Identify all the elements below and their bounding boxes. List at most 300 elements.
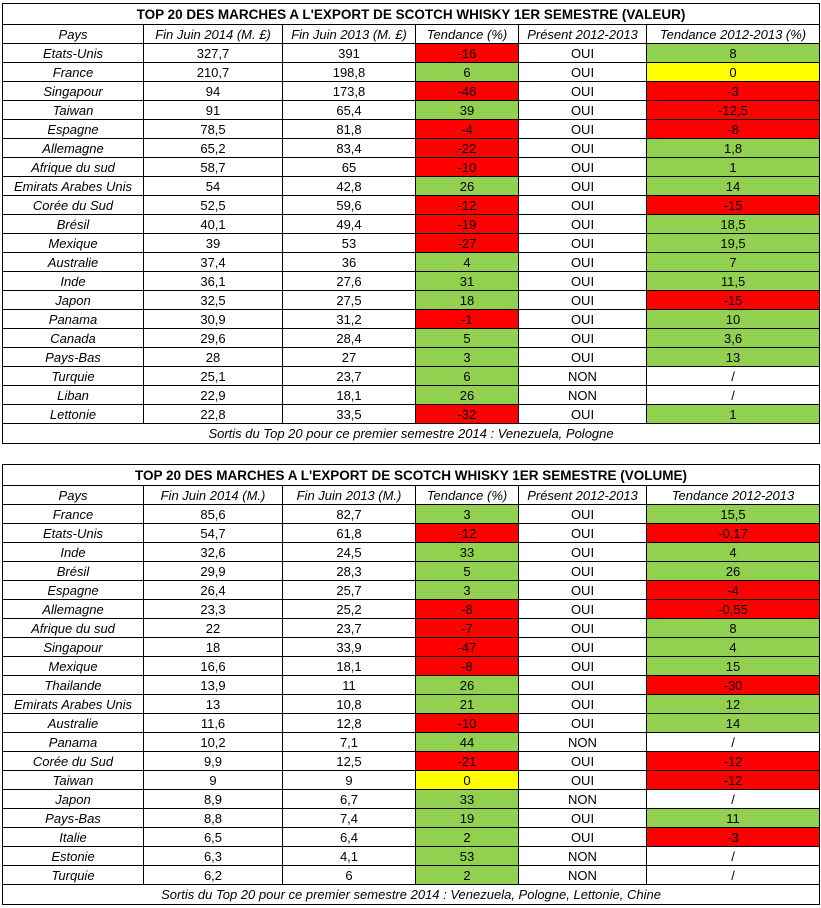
fin-2014-cell: 32,6 <box>144 543 283 562</box>
tendance-cell: -22 <box>416 139 519 158</box>
value-table-body <box>3 4 820 444</box>
present-cell: OUI <box>519 543 647 562</box>
country-cell: Brésil <box>3 215 144 234</box>
country-cell: Corée du Sud <box>3 752 144 771</box>
column-header: Fin Juin 2014 (M.) <box>144 486 283 505</box>
country-cell: Panama <box>3 733 144 752</box>
fin-2014-cell: 16,6 <box>144 657 283 676</box>
fin-2013-cell: 83,4 <box>283 139 416 158</box>
fin-2014-cell: 29,9 <box>144 562 283 581</box>
column-header: Présent 2012-2013 <box>519 486 647 505</box>
tendance-cell: 3 <box>416 581 519 600</box>
tendance-2012-2013-cell: 26 <box>647 562 820 581</box>
fin-2014-cell: 52,5 <box>144 196 283 215</box>
tendance-2012-2013-cell: / <box>647 367 820 386</box>
table-row <box>3 139 820 158</box>
tendance-cell: -7 <box>416 619 519 638</box>
tendance-2012-2013-cell: -12 <box>647 752 820 771</box>
tendance-2012-2013-cell: 4 <box>647 638 820 657</box>
tendance-cell: 5 <box>416 562 519 581</box>
tendance-2012-2013-cell: / <box>647 733 820 752</box>
column-header: Pays <box>3 486 144 505</box>
country-cell: France <box>3 63 144 82</box>
table-footer-row <box>3 424 820 444</box>
country-cell: Espagne <box>3 120 144 139</box>
table-row <box>3 177 820 196</box>
column-header: Tendance 2012-2013 <box>647 486 820 505</box>
fin-2013-cell: 12,8 <box>283 714 416 733</box>
fin-2013-cell: 23,7 <box>283 367 416 386</box>
present-cell: OUI <box>519 158 647 177</box>
tendance-2012-2013-cell: 19,5 <box>647 234 820 253</box>
fin-2013-cell: 18,1 <box>283 657 416 676</box>
fin-2014-cell: 30,9 <box>144 310 283 329</box>
present-cell: OUI <box>519 809 647 828</box>
fin-2014-cell: 9 <box>144 771 283 790</box>
table-row <box>3 101 820 120</box>
tendance-cell: -4 <box>416 120 519 139</box>
fin-2014-cell: 8,8 <box>144 809 283 828</box>
fin-2013-cell: 28,3 <box>283 562 416 581</box>
tendance-2012-2013-cell: 1 <box>647 405 820 424</box>
present-cell: OUI <box>519 771 647 790</box>
tendance-cell: 19 <box>416 809 519 828</box>
table-row <box>3 524 820 543</box>
fin-2013-cell: 11 <box>283 676 416 695</box>
present-cell: OUI <box>519 405 647 424</box>
fin-2013-cell: 198,8 <box>283 63 416 82</box>
present-cell: OUI <box>519 215 647 234</box>
tendance-2012-2013-cell: -30 <box>647 676 820 695</box>
column-header: Fin Juin 2013 (M. £) <box>283 25 416 44</box>
present-cell: OUI <box>519 828 647 847</box>
fin-2014-cell: 40,1 <box>144 215 283 234</box>
fin-2014-cell: 8,9 <box>144 790 283 809</box>
fin-2013-cell: 7,1 <box>283 733 416 752</box>
country-cell: Afrique du sud <box>3 158 144 177</box>
country-cell: Taiwan <box>3 101 144 120</box>
fin-2014-cell: 32,5 <box>144 291 283 310</box>
table-title: TOP 20 DES MARCHES A L'EXPORT DE SCOTCH WHISKY 1ER SEMESTRE (VALEUR) <box>3 4 820 25</box>
country-cell: Estonie <box>3 847 144 866</box>
table-row <box>3 82 820 101</box>
tendance-2012-2013-cell: 18,5 <box>647 215 820 234</box>
fin-2013-cell: 7,4 <box>283 809 416 828</box>
column-header: Tendance (%) <box>416 25 519 44</box>
present-cell: OUI <box>519 291 647 310</box>
tendance-cell: 21 <box>416 695 519 714</box>
column-header: Fin Juin 2014 (M. £) <box>144 25 283 44</box>
tendance-cell: 53 <box>416 847 519 866</box>
table-title: TOP 20 DES MARCHES A L'EXPORT DE SCOTCH WHISKY 1ER SEMESTRE (VOLUME) <box>3 465 820 486</box>
fin-2014-cell: 78,5 <box>144 120 283 139</box>
present-cell: OUI <box>519 310 647 329</box>
present-cell: OUI <box>519 101 647 120</box>
tendance-cell: 3 <box>416 348 519 367</box>
tendance-cell: 18 <box>416 291 519 310</box>
tendance-2012-2013-cell: 0 <box>647 63 820 82</box>
tendance-cell: -16 <box>416 44 519 63</box>
fin-2013-cell: 49,4 <box>283 215 416 234</box>
tendance-2012-2013-cell: 15,5 <box>647 505 820 524</box>
present-cell: OUI <box>519 120 647 139</box>
tendance-cell: -19 <box>416 215 519 234</box>
tendance-2012-2013-cell: 11,5 <box>647 272 820 291</box>
tendance-2012-2013-cell: 1 <box>647 158 820 177</box>
fin-2013-cell: 27 <box>283 348 416 367</box>
table-row <box>3 752 820 771</box>
fin-2014-cell: 6,2 <box>144 866 283 885</box>
fin-2013-cell: 12,5 <box>283 752 416 771</box>
country-cell: Brésil <box>3 562 144 581</box>
country-cell: Italie <box>3 828 144 847</box>
table-row <box>3 196 820 215</box>
fin-2013-cell: 24,5 <box>283 543 416 562</box>
fin-2014-cell: 9,9 <box>144 752 283 771</box>
table-row <box>3 348 820 367</box>
tendance-cell: 6 <box>416 63 519 82</box>
table-row <box>3 329 820 348</box>
country-cell: Turquie <box>3 367 144 386</box>
tendance-cell: 26 <box>416 386 519 405</box>
tendance-2012-2013-cell: 15 <box>647 657 820 676</box>
fin-2014-cell: 54,7 <box>144 524 283 543</box>
country-cell: France <box>3 505 144 524</box>
table-header-row <box>3 25 820 44</box>
present-cell: OUI <box>519 82 647 101</box>
tendance-2012-2013-cell: 4 <box>647 543 820 562</box>
country-cell: Pays-Bas <box>3 348 144 367</box>
present-cell: OUI <box>519 695 647 714</box>
fin-2013-cell: 10,8 <box>283 695 416 714</box>
fin-2013-cell: 23,7 <box>283 619 416 638</box>
present-cell: NON <box>519 367 647 386</box>
fin-2013-cell: 36 <box>283 253 416 272</box>
table-header-row <box>3 486 820 505</box>
volume-table-body <box>3 465 820 905</box>
present-cell: OUI <box>519 272 647 291</box>
tendance-cell: 6 <box>416 367 519 386</box>
table-row <box>3 657 820 676</box>
present-cell: OUI <box>519 638 647 657</box>
table-row <box>3 866 820 885</box>
fin-2013-cell: 65 <box>283 158 416 177</box>
country-cell: Inde <box>3 272 144 291</box>
present-cell: OUI <box>519 676 647 695</box>
tendance-2012-2013-cell: -12 <box>647 771 820 790</box>
table-row <box>3 638 820 657</box>
fin-2013-cell: 82,7 <box>283 505 416 524</box>
country-cell: Panama <box>3 310 144 329</box>
column-header: Présent 2012-2013 <box>519 25 647 44</box>
tendance-cell: -10 <box>416 714 519 733</box>
tendance-cell: -12 <box>416 524 519 543</box>
tendance-2012-2013-cell: -15 <box>647 196 820 215</box>
fin-2014-cell: 22,8 <box>144 405 283 424</box>
tendance-2012-2013-cell: -0,17 <box>647 524 820 543</box>
fin-2014-cell: 29,6 <box>144 329 283 348</box>
country-cell: Allemagne <box>3 600 144 619</box>
country-cell: Lettonie <box>3 405 144 424</box>
fin-2014-cell: 327,7 <box>144 44 283 63</box>
tendance-cell: -46 <box>416 82 519 101</box>
present-cell: NON <box>519 733 647 752</box>
country-cell: Liban <box>3 386 144 405</box>
table-row <box>3 367 820 386</box>
country-cell: Singapour <box>3 82 144 101</box>
country-cell: Singapour <box>3 638 144 657</box>
tendance-cell: -21 <box>416 752 519 771</box>
country-cell: Japon <box>3 291 144 310</box>
fin-2013-cell: 53 <box>283 234 416 253</box>
tendance-2012-2013-cell: -12,5 <box>647 101 820 120</box>
country-cell: Etats-Unis <box>3 44 144 63</box>
fin-2014-cell: 11,6 <box>144 714 283 733</box>
fin-2014-cell: 28 <box>144 348 283 367</box>
tendance-2012-2013-cell: 3,6 <box>647 329 820 348</box>
table-row <box>3 676 820 695</box>
present-cell: OUI <box>519 524 647 543</box>
fin-2013-cell: 6,7 <box>283 790 416 809</box>
country-cell: Emirats Arabes Unis <box>3 177 144 196</box>
fin-2013-cell: 6 <box>283 866 416 885</box>
fin-2013-cell: 59,6 <box>283 196 416 215</box>
present-cell: NON <box>519 847 647 866</box>
table-footer-row <box>3 885 820 905</box>
fin-2014-cell: 18 <box>144 638 283 657</box>
table-row <box>3 695 820 714</box>
table-row <box>3 386 820 405</box>
tendance-cell: -32 <box>416 405 519 424</box>
fin-2013-cell: 28,4 <box>283 329 416 348</box>
country-cell: Espagne <box>3 581 144 600</box>
tendance-cell: 5 <box>416 329 519 348</box>
tendance-cell: 39 <box>416 101 519 120</box>
fin-2014-cell: 25,1 <box>144 367 283 386</box>
table-row <box>3 405 820 424</box>
table-row <box>3 828 820 847</box>
country-cell: Allemagne <box>3 139 144 158</box>
fin-2013-cell: 18,1 <box>283 386 416 405</box>
tendance-cell: -47 <box>416 638 519 657</box>
tendance-2012-2013-cell: 12 <box>647 695 820 714</box>
tendance-cell: 0 <box>416 771 519 790</box>
tendance-cell: 3 <box>416 505 519 524</box>
table-title-row <box>3 465 820 486</box>
fin-2014-cell: 36,1 <box>144 272 283 291</box>
tendance-2012-2013-cell: 14 <box>647 714 820 733</box>
present-cell: NON <box>519 866 647 885</box>
country-cell: Afrique du sud <box>3 619 144 638</box>
tendance-2012-2013-cell: 8 <box>647 619 820 638</box>
fin-2014-cell: 22,9 <box>144 386 283 405</box>
table-row <box>3 600 820 619</box>
tendance-cell: -27 <box>416 234 519 253</box>
tendance-2012-2013-cell: -3 <box>647 82 820 101</box>
tendance-2012-2013-cell: -8 <box>647 120 820 139</box>
tendance-cell: 33 <box>416 543 519 562</box>
fin-2014-cell: 6,5 <box>144 828 283 847</box>
fin-2014-cell: 26,4 <box>144 581 283 600</box>
fin-2014-cell: 10,2 <box>144 733 283 752</box>
table-row <box>3 562 820 581</box>
tendance-2012-2013-cell: / <box>647 866 820 885</box>
country-cell: Australie <box>3 714 144 733</box>
tendance-2012-2013-cell: 1,8 <box>647 139 820 158</box>
present-cell: OUI <box>519 177 647 196</box>
table-row <box>3 847 820 866</box>
tendance-2012-2013-cell: / <box>647 386 820 405</box>
tendance-cell: -8 <box>416 600 519 619</box>
tendance-2012-2013-cell: -15 <box>647 291 820 310</box>
fin-2013-cell: 42,8 <box>283 177 416 196</box>
present-cell: OUI <box>519 752 647 771</box>
fin-2014-cell: 91 <box>144 101 283 120</box>
country-cell: Canada <box>3 329 144 348</box>
table-row <box>3 253 820 272</box>
country-cell: Taiwan <box>3 771 144 790</box>
fin-2014-cell: 94 <box>144 82 283 101</box>
present-cell: OUI <box>519 234 647 253</box>
tendance-2012-2013-cell: / <box>647 847 820 866</box>
table-row <box>3 215 820 234</box>
column-header: Tendance (%) <box>416 486 519 505</box>
table-row <box>3 581 820 600</box>
fin-2014-cell: 22 <box>144 619 283 638</box>
tendance-2012-2013-cell: -3 <box>647 828 820 847</box>
fin-2013-cell: 27,5 <box>283 291 416 310</box>
column-header: Pays <box>3 25 144 44</box>
table-row <box>3 291 820 310</box>
table-row <box>3 272 820 291</box>
country-cell: Mexique <box>3 234 144 253</box>
fin-2014-cell: 58,7 <box>144 158 283 177</box>
present-cell: OUI <box>519 581 647 600</box>
present-cell: OUI <box>519 505 647 524</box>
tendance-2012-2013-cell: 10 <box>647 310 820 329</box>
table-row <box>3 63 820 82</box>
table-row <box>3 120 820 139</box>
fin-2014-cell: 13 <box>144 695 283 714</box>
country-cell: Thailande <box>3 676 144 695</box>
table-row <box>3 733 820 752</box>
table-title-row <box>3 4 820 25</box>
present-cell: NON <box>519 386 647 405</box>
table-row <box>3 505 820 524</box>
fin-2013-cell: 4,1 <box>283 847 416 866</box>
present-cell: OUI <box>519 139 647 158</box>
fin-2013-cell: 9 <box>283 771 416 790</box>
table-row <box>3 809 820 828</box>
present-cell: OUI <box>519 44 647 63</box>
tendance-cell: -10 <box>416 158 519 177</box>
fin-2014-cell: 6,3 <box>144 847 283 866</box>
tendance-cell: -1 <box>416 310 519 329</box>
tendance-cell: -8 <box>416 657 519 676</box>
fin-2013-cell: 31,2 <box>283 310 416 329</box>
tendance-cell: 26 <box>416 177 519 196</box>
fin-2013-cell: 33,9 <box>283 638 416 657</box>
fin-2013-cell: 81,8 <box>283 120 416 139</box>
country-cell: Mexique <box>3 657 144 676</box>
table-footer-note: Sortis du Top 20 pour ce premier semestre 2014 : Venezuela, Pologne, Lettonie, Chine <box>3 885 820 905</box>
tendance-cell: 2 <box>416 828 519 847</box>
tendance-2012-2013-cell: / <box>647 790 820 809</box>
fin-2014-cell: 54 <box>144 177 283 196</box>
present-cell: OUI <box>519 562 647 581</box>
table-row <box>3 771 820 790</box>
tendance-cell: -12 <box>416 196 519 215</box>
present-cell: NON <box>519 790 647 809</box>
tendance-cell: 31 <box>416 272 519 291</box>
tendance-cell: 33 <box>416 790 519 809</box>
tendance-cell: 44 <box>416 733 519 752</box>
present-cell: OUI <box>519 600 647 619</box>
country-cell: Japon <box>3 790 144 809</box>
tendance-2012-2013-cell: 11 <box>647 809 820 828</box>
tendance-2012-2013-cell: 7 <box>647 253 820 272</box>
fin-2013-cell: 173,8 <box>283 82 416 101</box>
present-cell: OUI <box>519 329 647 348</box>
fin-2014-cell: 23,3 <box>144 600 283 619</box>
tendance-2012-2013-cell: -0,55 <box>647 600 820 619</box>
table-row <box>3 619 820 638</box>
country-cell: Australie <box>3 253 144 272</box>
value-table <box>2 3 820 444</box>
fin-2014-cell: 39 <box>144 234 283 253</box>
table-row <box>3 44 820 63</box>
fin-2014-cell: 210,7 <box>144 63 283 82</box>
fin-2013-cell: 61,8 <box>283 524 416 543</box>
table-row <box>3 714 820 733</box>
fin-2013-cell: 6,4 <box>283 828 416 847</box>
present-cell: OUI <box>519 348 647 367</box>
table-row <box>3 543 820 562</box>
fin-2013-cell: 65,4 <box>283 101 416 120</box>
present-cell: OUI <box>519 714 647 733</box>
fin-2014-cell: 65,2 <box>144 139 283 158</box>
column-header: Fin Juin 2013 (M.) <box>283 486 416 505</box>
tendance-cell: 2 <box>416 866 519 885</box>
present-cell: OUI <box>519 196 647 215</box>
table-row <box>3 790 820 809</box>
country-cell: Etats-Unis <box>3 524 144 543</box>
fin-2014-cell: 37,4 <box>144 253 283 272</box>
fin-2013-cell: 25,2 <box>283 600 416 619</box>
tendance-cell: 4 <box>416 253 519 272</box>
fin-2013-cell: 27,6 <box>283 272 416 291</box>
present-cell: OUI <box>519 657 647 676</box>
present-cell: OUI <box>519 253 647 272</box>
tendance-2012-2013-cell: -4 <box>647 581 820 600</box>
tendance-cell: 26 <box>416 676 519 695</box>
table-row <box>3 158 820 177</box>
table-footer-note: Sortis du Top 20 pour ce premier semestre 2014 : Venezuela, Pologne <box>3 424 820 444</box>
table-row <box>3 234 820 253</box>
country-cell: Emirats Arabes Unis <box>3 695 144 714</box>
fin-2014-cell: 13,9 <box>144 676 283 695</box>
table-row <box>3 310 820 329</box>
country-cell: Pays-Bas <box>3 809 144 828</box>
column-header: Tendance 2012-2013 (%) <box>647 25 820 44</box>
country-cell: Turquie <box>3 866 144 885</box>
country-cell: Corée du Sud <box>3 196 144 215</box>
tendance-2012-2013-cell: 14 <box>647 177 820 196</box>
tendance-2012-2013-cell: 13 <box>647 348 820 367</box>
fin-2013-cell: 391 <box>283 44 416 63</box>
fin-2014-cell: 85,6 <box>144 505 283 524</box>
present-cell: OUI <box>519 619 647 638</box>
